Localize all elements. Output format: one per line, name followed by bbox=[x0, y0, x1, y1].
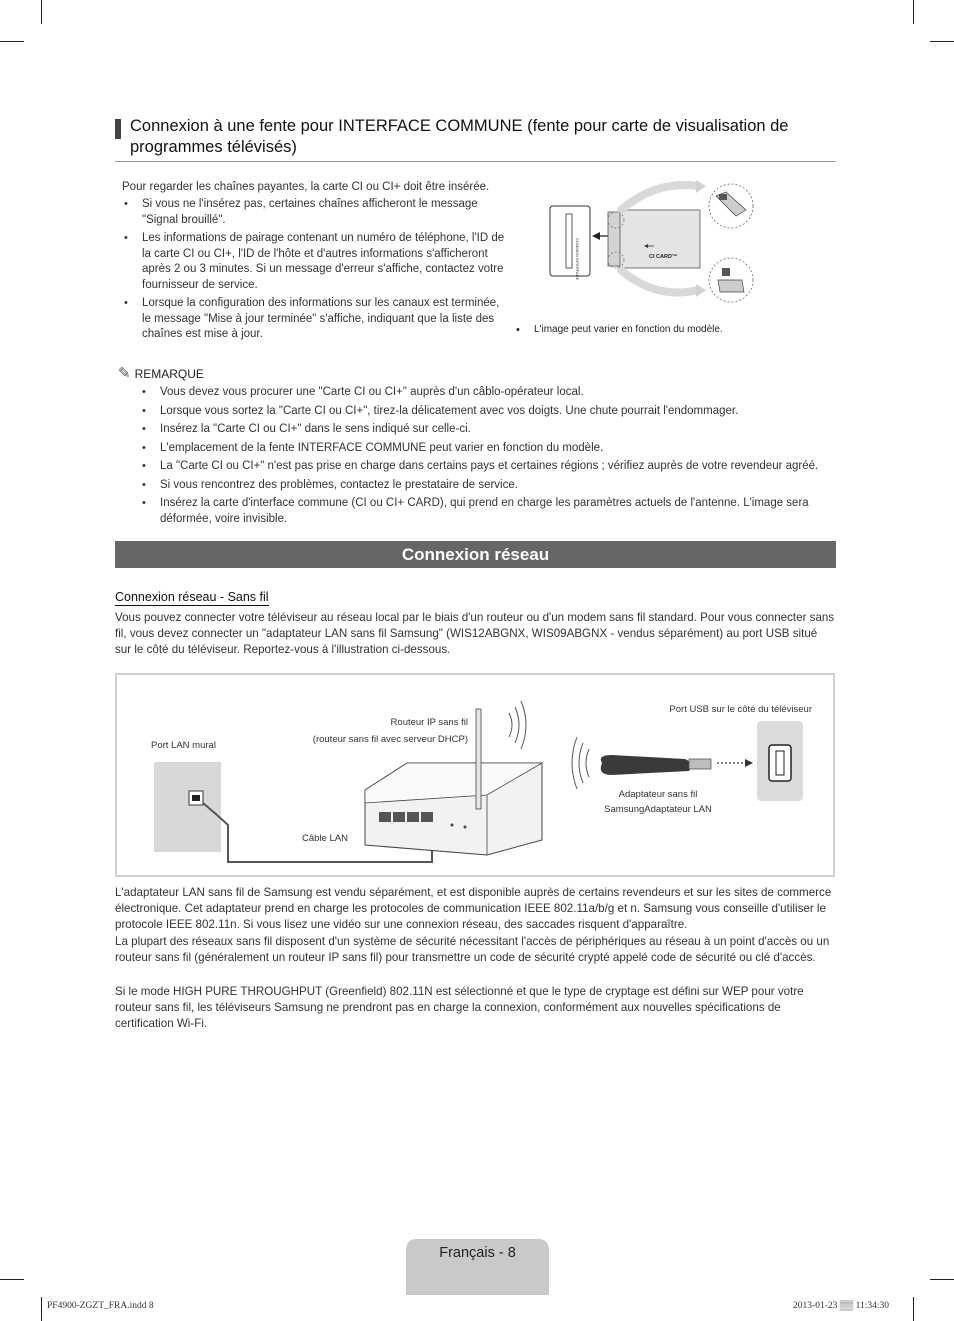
page-number: Français - 8 bbox=[439, 1245, 516, 1261]
remark-heading bbox=[118, 366, 204, 382]
adapter-label-line: SamsungAdaptateur LAN bbox=[604, 804, 712, 815]
paragraph: Si le mode HIGH PURE THROUGHPUT (Greenfield) 802.11N est sélectionné et que le type de cryptage est défini sur WEP pour votre routeur sans fil, les téléviseurs Samsung ne prendront pas en charge la connexion, conformément aux nouvelles spécifications de certification Wi-Fi. bbox=[115, 985, 804, 1030]
crop-mark bbox=[913, 1297, 914, 1321]
list-item: • Si vous rencontrez des problèmes, contactez le prestataire de service. bbox=[140, 478, 840, 494]
card-label: CI CARD™ bbox=[649, 254, 678, 260]
list-item: • Si vous ne l'insérez pas, certaines chaînes afficheront le message "Signal brouillé". bbox=[122, 197, 507, 228]
paragraph: Vous pouvez connecter votre téléviseur au réseau local par le biais d'un routeur ou d'un modem sans fil standard. Pour vous connecter sans fil, vous devez connecter un "adaptateur LAN sans fil Samsung" (WIS12ABGNX, WIS09ABGNX - vendus séparément) au port USB situé sur le côté du téléviseur. Reportez-vous à l'illustration ci-dessous. bbox=[115, 611, 835, 656]
list-item: • Les informations de pairage contenant un numéro de téléphone, l'ID de la carte CI ou CI+, l'ID de l'hôte et d'autres informations s'afficheront après 2 ou 3 minutes. Si un message d'erreur s'affiche, contactez votre fournisseur de service. bbox=[122, 231, 507, 293]
remark-label: REMARQUE bbox=[134, 367, 204, 381]
adapter-label-line: Adaptateur sans fil bbox=[618, 789, 698, 800]
router-label-line: Routeur IP sans fil bbox=[390, 717, 468, 728]
crop-mark bbox=[41, 0, 42, 24]
slot-label: COMMON INTERFACE bbox=[575, 238, 580, 281]
adapter-label bbox=[588, 788, 728, 816]
list-item: • Insérez la carte d'interface commune (CI ou CI+ CARD), qui prend en charge les paramètres actuels de l'antenne. L'image sera déformée, voire invisible. bbox=[140, 496, 840, 527]
usb-adapter-illustration bbox=[601, 755, 711, 775]
print-slug-right: 2013-01-23 ▒▒ 11:34:30 bbox=[793, 1301, 889, 1311]
list-item: • La "Carte CI ou CI+" n'est pas prise en charge dans certains pays et certaines régions ; vérifiez auprès de votre revendeur agréé. bbox=[140, 459, 840, 475]
cable-label: Câble LAN bbox=[302, 833, 348, 844]
wifi-waves-icon bbox=[572, 737, 589, 789]
crop-mark bbox=[41, 1297, 42, 1321]
usb-port-illustration bbox=[757, 721, 803, 801]
subsection-title-wireless: Connexion réseau - Sans fil bbox=[115, 590, 269, 604]
router-label-line: (routeur sans fil avec serveur DHCP) bbox=[312, 734, 468, 745]
wall-illustration bbox=[154, 762, 221, 852]
router-label bbox=[310, 716, 468, 746]
list-item: • L'emplacement de la fente INTERFACE COMMUNE peut varier en fonction du modèle. bbox=[140, 441, 840, 457]
list-item: • Lorsque vous sortez la "Carte CI ou CI+", tirez-la délicatement avec vos doigts. Une chute pourrait l'endommager. bbox=[140, 404, 840, 420]
list-item: • Insérez la "Carte CI ou CI+" dans le sens indiqué sur celle-ci. bbox=[140, 422, 840, 438]
crop-mark bbox=[0, 1279, 24, 1280]
pencil-icon: ✎ bbox=[118, 365, 131, 382]
list-item: • Vous devez vous procurer une "Carte CI ou CI+" auprès d'un câblo-opérateur local. bbox=[140, 385, 840, 401]
crop-mark bbox=[0, 41, 24, 42]
paragraph: La plupart des réseaux sans fil disposent d'un système de sécurité nécessitant l'accès de périphériques au réseau à un point d'accès ou un routeur sans fil (généralement un routeur IP sans fil) pour transmettre un code de sécurité crypté appelé code de sécurité ou clé d'accès. bbox=[115, 935, 830, 964]
print-slug-left: PF4900-ZGZT_FRA.indd 8 bbox=[47, 1301, 154, 1311]
list-item: • L'image peut varier en fonction du modèle. bbox=[514, 323, 774, 337]
lan-wall-label: Port LAN mural bbox=[151, 740, 216, 751]
section-title-network: Connexion réseau bbox=[115, 541, 836, 568]
paragraph: L'adaptateur LAN sans fil de Samsung est vendu séparément, et est disponible auprès de certains revendeurs et sur les sites de commerce électronique. Cet adaptateur prend en charge les protocoles de communication IEEE 802.11a/b/g et n. Samsung vous conseille d'utiliser le protocole IEEE 802.11n. Si vous lisez une vidéo sur une connexion réseau, des saccades risquent d'apparaître. bbox=[115, 886, 832, 931]
ci-intro: Pour regarder les chaînes payantes, la carte CI ou CI+ doit être insérée. bbox=[122, 181, 490, 193]
usb-port-label: Port USB sur le côté du téléviseur bbox=[669, 704, 812, 715]
crop-mark bbox=[913, 0, 914, 24]
section-marker bbox=[115, 119, 121, 139]
crop-mark bbox=[930, 1279, 954, 1280]
figure-note bbox=[514, 323, 774, 340]
remark-list bbox=[140, 385, 840, 530]
crop-mark bbox=[930, 41, 954, 42]
list-item: • Lorsque la configuration des informations sur les canaux est terminée, le message "Mise à jour terminée" s'affiche, indiquant que la liste des chaînes est mise à jour. bbox=[122, 296, 507, 343]
ci-bullet-list bbox=[122, 197, 507, 346]
wifi-waves-icon bbox=[509, 701, 526, 749]
section-title-ci: Connexion à une fente pour INTERFACE COMMUNE (fente pour carte de visualisation de programmes télévisés) bbox=[130, 117, 789, 156]
section-divider bbox=[115, 161, 836, 162]
ci-card-illustration bbox=[546, 180, 761, 315]
